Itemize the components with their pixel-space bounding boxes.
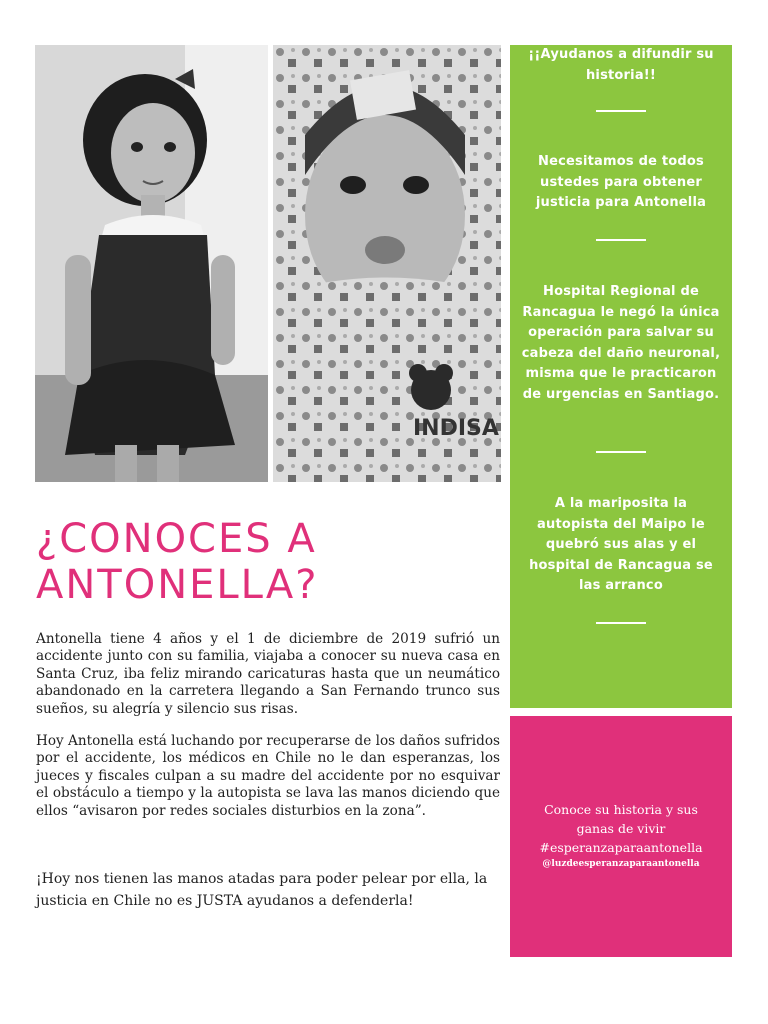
green-divider (596, 239, 646, 241)
paragraph-accident: Antonella tiene 4 años y el 1 de diciembre de 2019 sufrió un accidente junto con su familia, viajaba a conocer su nueva casa en Santa Cruz, iba feliz mirando caricaturas hasta que un neumático abandonado en la carretera llegando a San Fernando trunco sus sueños, su alegría y silencio sus risas. (36, 631, 500, 717)
photo-girl-illustration (35, 45, 268, 482)
social-handle: @luzdeesperanzaparaantonella (542, 859, 700, 869)
green-item-justice: Necesitamos de todos ustedes para obtener justicia para Antonella (535, 154, 707, 210)
hospital-logo-text: INDISA (413, 416, 499, 441)
green-item-share: ¡¡Ayudanos a difundir su historia!! (528, 47, 714, 83)
photo-girl (35, 45, 268, 482)
green-item-mariposita: A la mariposita la autopista del Maipo le quebró sus alas y el hospital de Rancagua se las arranco (529, 496, 713, 593)
green-info-panel (510, 45, 732, 708)
green-divider (596, 110, 646, 112)
photo-hospital (273, 45, 501, 482)
photo-hospital-illustration (273, 45, 501, 482)
green-item-hospital: Hospital Regional de Rancagua le negó la única operación para salvar su cabeza del daño neuronal, misma que le practicaron de urgencias en Santiago. (521, 284, 721, 402)
hashtag-text: #esperanzaparaantonella (539, 840, 703, 855)
pink-line-2: ganas de vivir (576, 821, 666, 836)
page-title: ¿CONOCES A ANTONELLA? (36, 516, 319, 608)
pink-line-1: Conoce su historia y sus (544, 802, 698, 817)
green-divider (596, 622, 646, 624)
paragraph-call-to-action: ¡Hoy nos tienen las manos atadas para poder pelear por ella, la justicia en Chile no es JUSTA ayudanos a defenderla! (36, 871, 488, 909)
paragraph-recovery: Hoy Antonella está luchando por recuperarse de los daños sufridos por el accidente, los médicos en Chile no le dan esperanzas, los jueces y fiscales culpan a su madre del accidente por no esquivar el obstáculo a tiempo y la autopista se lava las manos diciendo que ellos “avisaron por redes sociales disturbios en la zona”. (36, 733, 500, 819)
pink-contact-panel (510, 716, 732, 957)
green-divider (596, 451, 646, 453)
